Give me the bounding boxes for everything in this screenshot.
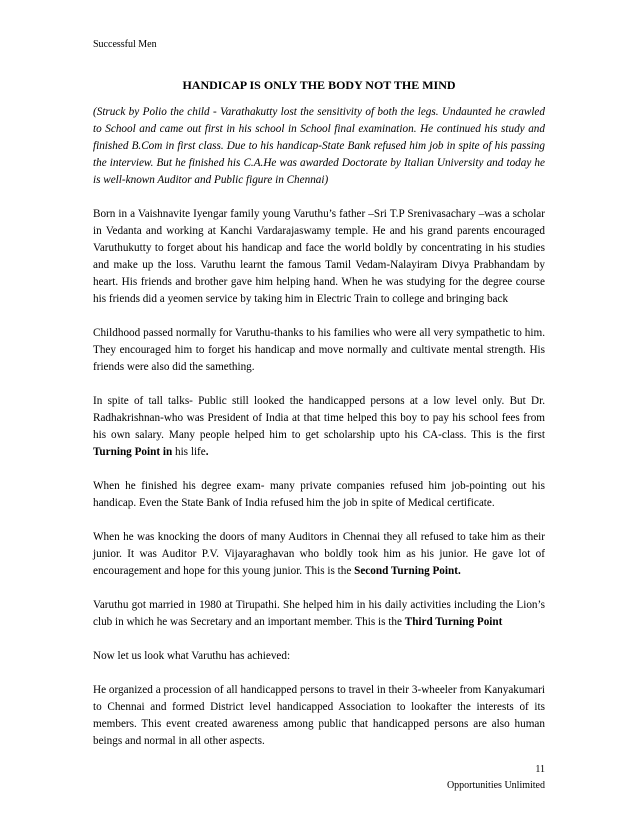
paragraph-text: Varuthu got married in 1980 at Tirupathi. She helped him in his daily activities including the Lion’s club in which he was Secretary and an important member. This is the xyxy=(93,599,545,628)
bold-period: . xyxy=(205,446,209,458)
running-header: Successful Men xyxy=(93,39,157,50)
paragraph-job-refusal: When he finished his degree exam- many private companies refused him job-pointing out his handicap. Even the State Bank of India refused him the job in spite of Medical certificate. xyxy=(93,480,545,509)
paragraph-childhood: Childhood passed normally for Varuthu-thanks to his families who were all very sympathetic to him. They encouraged him to forget his handicap and move normally and cultivate mental strength. His friends were also did the samething. xyxy=(93,327,545,373)
bold-phrase: Second Turning Point. xyxy=(354,565,461,577)
paragraph-second-turning-point xyxy=(93,529,545,580)
bold-phrase: Turning Point in xyxy=(93,446,173,458)
bold-phrase: Third Turning Point xyxy=(404,616,503,628)
paragraph-text: When he was knocking the doors of many Auditors in Chennai they all refused to take him as their junior. It was Auditor P.V. Vijayaraghavan who boldly took him as his junior. He gave lot of encouragement and hope for this young junior. This is the xyxy=(93,531,545,577)
paragraph-first-turning-point xyxy=(93,393,545,461)
paragraph-third-turning-point xyxy=(93,597,545,631)
page-title: HANDICAP IS ONLY THE BODY NOT THE MIND xyxy=(182,78,456,92)
paragraph-text: his life xyxy=(172,446,206,458)
paragraph-procession: He organized a procession of all handicapped persons to travel in their 3-wheeler from Kanyakumari to Chennai and formed District level handicapped Association to lookafter the interests of its members. This event created awareness among public that handicapped persons are also human beings and normal in all other aspects. xyxy=(93,684,545,747)
paragraph-family: Born in a Vaishnavite Iyengar family young Varuthu’s father –Sri T.P Srenivasachary –was a scholar in Vedanta and working at Kanchi Vardarajaswamy temple. He and his grand parents encouraged Varuthukutty to forget about his handicap and face the world boldly by concentrating in his studies and make up the loss. Varuthu learnt the famous Tamil Vedam-Nalayiram Divya Prabhandam by heart. His friends and brother gave him helping hand. When he was studying for the degree course his friends did a yeomen service by taking him in Electric Train to college and bringing back xyxy=(93,208,545,305)
intro-paragraph: (Struck by Polio the child - Varathakutty lost the sensitivity of both the legs. Undaunted he crawled to School and came out first in his school in School final examination. He continued his study and finished B.Com in first class. Due to his handicap-State Bank refused him job in spite of his passing the interview. But he finished his C.A.He was awarded Doctorate by Italian University and today he is well-known Auditor and Public figure in Chennai) xyxy=(93,106,545,186)
paragraph-text: In spite of tall talks- Public still looked the handicapped persons at a low level only. But Dr. Radhakrishnan-who was President of India at that time helped this boy to pay his school fees from his own salary. Many people helped him to get scholarship upto his CA-class. This is the first xyxy=(93,395,545,441)
page-number: 11 xyxy=(535,764,545,775)
article-body xyxy=(93,104,545,750)
paragraph-achievements-intro: Now let us look what Varuthu has achieved: xyxy=(93,650,291,662)
running-footer: Opportunities Unlimited xyxy=(446,780,545,791)
